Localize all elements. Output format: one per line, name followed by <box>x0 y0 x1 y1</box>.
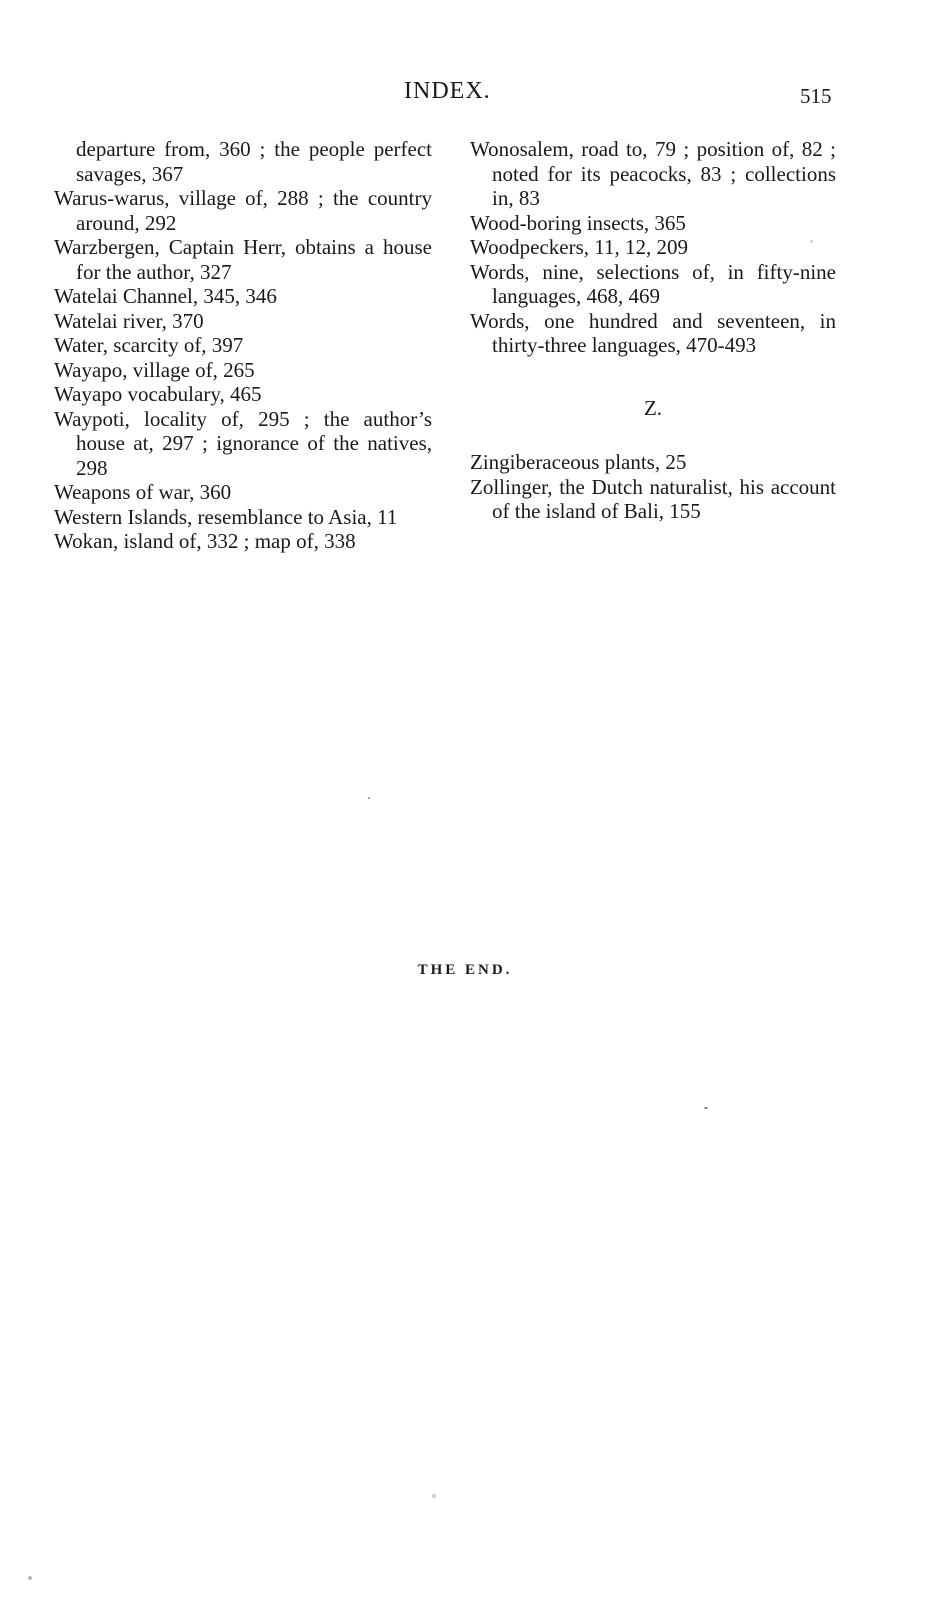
index-entry: Watelai river, 370 <box>54 308 204 333</box>
ink-speck <box>368 797 370 799</box>
index-entry: Woodpeckers, 11, 12, 209 <box>470 235 688 259</box>
ink-speck <box>704 1107 708 1109</box>
index-entry: Water, scarcity of, 397 <box>54 333 244 357</box>
index-entry: Wayapo vocabulary, 465 <box>54 382 262 406</box>
index-entry: Weapons of war, 360 <box>54 480 232 504</box>
index-entry: Watelai Channel, 345, 346 <box>54 284 277 308</box>
index-entry: Warus-warus, village of, 288 ; the country around, 292 <box>54 186 432 235</box>
index-column-right <box>470 137 836 524</box>
index-entry: Waypoti, locality of, 295 ; the author’s house at, 297 ; ignorance of the natives, 298 <box>54 406 432 480</box>
ink-speck <box>432 1494 436 1498</box>
index-column-left <box>54 137 432 554</box>
index-entry: Words, nine, selections of, in fifty-nine languages, 468, 469 <box>470 259 836 308</box>
index-entry: departure from, 360 ; the people perfect savages, 367 <box>76 137 432 186</box>
index-entry: Western Islands, resemblance to Asia, 11 <box>54 504 398 529</box>
ink-speck <box>810 240 813 243</box>
index-entry: Wonosalem, road to, 79 ; position of, 82 ; noted for its peacocks, 83 ; collections in, 83 <box>470 137 836 210</box>
index-entry: Wokan, island of, 332 ; map of, 338 <box>54 529 356 553</box>
running-head <box>0 78 930 108</box>
running-title: INDEX. <box>404 78 491 104</box>
index-entry: Zingiberaceous plants, 25 <box>470 450 687 474</box>
ink-speck <box>28 1576 32 1580</box>
the-end-colophon: THE END. <box>417 962 513 978</box>
section-letter-heading: Z. <box>643 395 663 420</box>
index-entry: Zollinger, the Dutch naturalist, his account of the island of Bali, 155 <box>470 474 836 523</box>
page-number: 515 <box>800 84 832 108</box>
index-entry: Wood-boring insects, 365 <box>470 210 686 235</box>
index-entry: Words, one hundred and seventeen, in thirty-three languages, 470-493 <box>470 308 836 357</box>
index-entry: Warzbergen, Captain Herr, obtains a house for the author, 327 <box>54 235 432 284</box>
index-entry: Wayapo, village of, 265 <box>54 357 255 382</box>
